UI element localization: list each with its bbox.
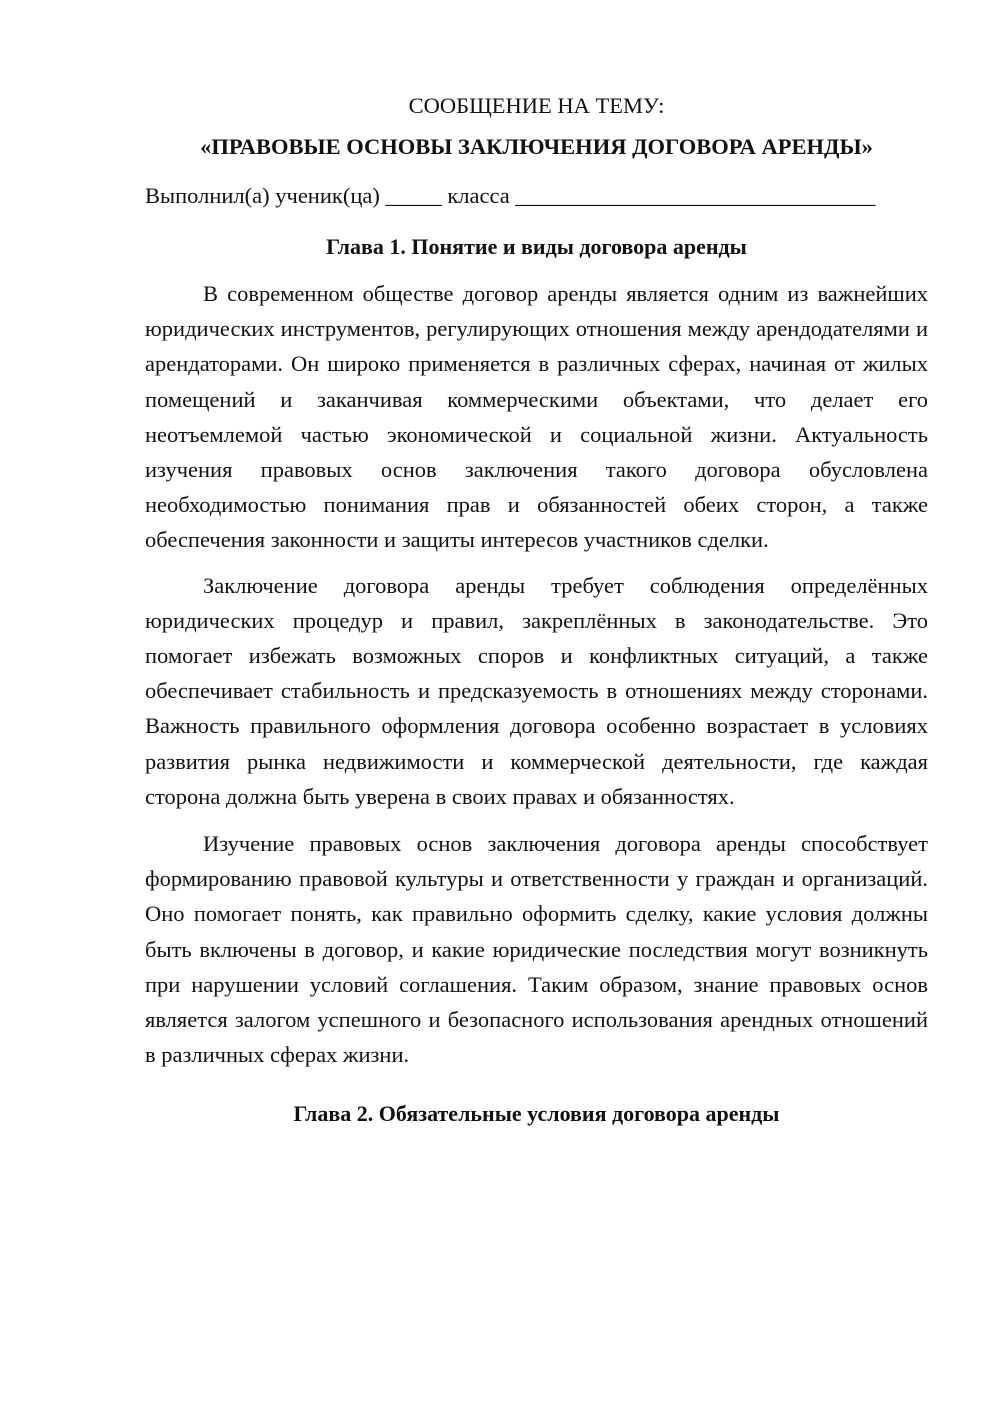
chapter-1-heading: Глава 1. Понятие и виды договора аренды xyxy=(326,234,747,259)
author-line: Выполнил(а) ученик(ца) _____ класса ________________________________ xyxy=(145,183,876,208)
document-page xyxy=(145,90,928,1130)
chapter-2-heading: Глава 2. Обязательные условия договора аренды xyxy=(293,1101,780,1127)
document-title-line-1: СООБЩЕНИЕ НА ТЕМУ: xyxy=(408,93,665,118)
document-title-line-2: «ПРАВОВЫЕ ОСНОВЫ ЗАКЛЮЧЕНИЯ ДОГОВОРА АРЕНДЫ» xyxy=(200,134,873,159)
chapter-1-paragraph-1: В современном обществе договор аренды является одним из важнейших юридических инструментов, регулирующих отношения между арендодателями и арендаторами. Он широко применяется в различных сферах, начиная от жилых помещений и заканчивая коммерческими объектами, что делает его неотъемлемой частью экономической и социальной жизни. Актуальность изучения правовых основ заключения такого договора обусловлена необходимостью понимания прав и обязанностей обеих сторон, а также обеспечения законности и защиты интересов участников сделки. xyxy=(145,281,928,553)
chapter-1-paragraph-2: Заключение договора аренды требует соблюдения определённых юридических процедур и правил, закреплённых в законодательстве. Это помогает избежать возможных споров и конфликтных ситуаций, а также обеспечивает стабильность и предсказуемость в отношениях между сторонами. Важность правильного оформления договора особенно возрастает в условиях развития рынка недвижимости и коммерческой деятельности, где каждая сторона должна быть уверена в своих правах и обязанностях. xyxy=(145,572,928,809)
chapter-1-paragraph-3: Изучение правовых основ заключения договора аренды способствует формированию правовой культуры и ответственности у граждан и организаций. Оно помогает понять, как правильно оформить сделку, какие условия должны быть включены в договор, и какие юридические последствия могут возникнуть при нарушении условий соглашения. Таким образом, знание правовых основ является залогом успешного и безопасного использования арендных отношений в различных сферах жизни. xyxy=(145,831,928,1068)
